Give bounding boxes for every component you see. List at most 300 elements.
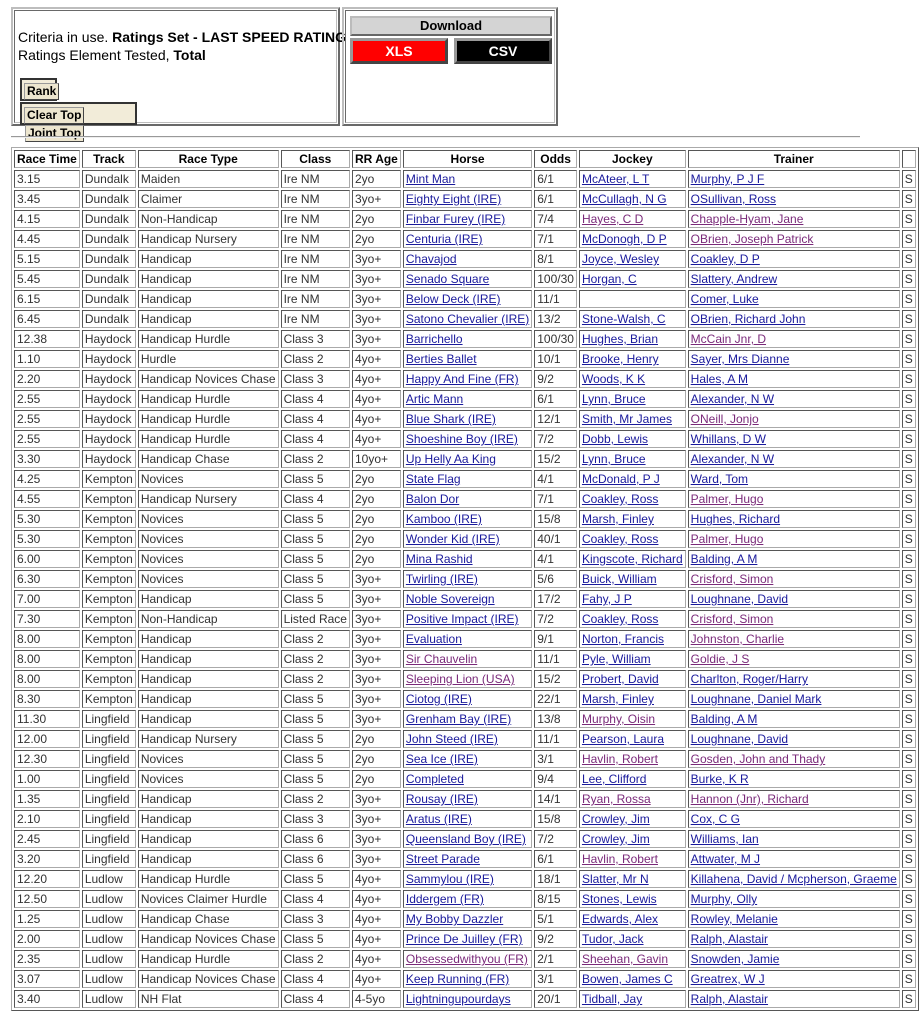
cell-trainer[interactable]: OSullivan, Ross bbox=[688, 190, 900, 208]
cell-more: S bbox=[902, 950, 916, 968]
table-row bbox=[14, 990, 916, 1008]
cell-rr-age: 4yo+ bbox=[352, 350, 401, 368]
cell-horse[interactable]: Sir Chauvelin bbox=[403, 650, 532, 668]
table-row bbox=[14, 170, 916, 188]
cell-race-type: Handicap Novices Chase bbox=[138, 970, 279, 988]
cell-horse[interactable]: Sea Ice (IRE) bbox=[403, 750, 532, 768]
table-row bbox=[14, 330, 916, 348]
cell-class: Ire NM bbox=[281, 290, 350, 308]
cell-trainer[interactable]: Crisford, Simon bbox=[688, 610, 900, 628]
cell-horse[interactable]: Positive Impact (IRE) bbox=[403, 610, 532, 628]
cell-track: Haydock bbox=[82, 350, 136, 368]
cell-jockey[interactable]: Buick, William bbox=[579, 570, 686, 588]
cell-trainer[interactable]: Cox, C G bbox=[688, 810, 900, 828]
cell-more: S bbox=[902, 410, 916, 428]
cell-rr-age: 3yo+ bbox=[352, 790, 401, 808]
cell-trainer[interactable]: Snowden, Jamie bbox=[688, 950, 900, 968]
cell-trainer[interactable]: Johnston, Charlie bbox=[688, 630, 900, 648]
cell-horse[interactable]: Evaluation bbox=[403, 630, 532, 648]
cell-race-type: Handicap Novices Chase bbox=[138, 930, 279, 948]
cell-race-type: Handicap bbox=[138, 650, 279, 668]
cell-jockey[interactable]: Lynn, Bruce bbox=[579, 390, 686, 408]
cell-jockey[interactable]: Coakley, Ross bbox=[579, 490, 686, 508]
cell-trainer[interactable]: Balding, A M bbox=[688, 710, 900, 728]
table-row bbox=[14, 250, 916, 268]
xls-download-button[interactable]: XLS bbox=[350, 38, 448, 64]
cell-jockey[interactable]: Lynn, Bruce bbox=[579, 450, 686, 468]
cell-race-type: Handicap Chase bbox=[138, 910, 279, 928]
cell-horse[interactable]: Iddergem (FR) bbox=[403, 890, 532, 908]
cell-jockey[interactable]: Probert, David bbox=[579, 670, 686, 688]
cell-odds: 22/1 bbox=[534, 690, 577, 708]
col-header-horse[interactable]: Horse bbox=[403, 150, 532, 168]
cell-rr-age: 3yo+ bbox=[352, 690, 401, 708]
cell-race-type: Novices bbox=[138, 470, 279, 488]
cell-trainer[interactable]: OBrien, Richard John bbox=[688, 310, 900, 328]
cell-class: Class 4 bbox=[281, 970, 350, 988]
cell-class: Ire NM bbox=[281, 210, 350, 228]
table-row bbox=[14, 190, 916, 208]
cell-race-time: 8.00 bbox=[14, 630, 80, 648]
cell-rr-age: 3yo+ bbox=[352, 330, 401, 348]
cell-rr-age: 4-5yo bbox=[352, 990, 401, 1008]
clear-top-button[interactable]: Clear Top bbox=[24, 107, 84, 124]
table-row bbox=[14, 290, 916, 308]
cell-odds: 11/1 bbox=[534, 730, 577, 748]
col-header-more[interactable] bbox=[902, 150, 916, 168]
csv-download-button[interactable]: CSV bbox=[454, 38, 552, 64]
cell-more: S bbox=[902, 730, 916, 748]
cell-trainer[interactable]: Hannon (Jnr), Richard bbox=[688, 790, 900, 808]
cell-track: Haydock bbox=[82, 330, 136, 348]
cell-horse[interactable]: Senado Square bbox=[403, 270, 532, 288]
cell-odds: 6/1 bbox=[534, 190, 577, 208]
cell-jockey[interactable]: Joyce, Wesley bbox=[579, 250, 686, 268]
cell-horse[interactable]: Keep Running (FR) bbox=[403, 970, 532, 988]
cell-race-time: 3.15 bbox=[14, 170, 80, 188]
cell-rr-age: 3yo+ bbox=[352, 190, 401, 208]
cell-jockey[interactable]: Slatter, Mr N bbox=[579, 870, 686, 888]
cell-class: Class 3 bbox=[281, 370, 350, 388]
cell-class: Class 5 bbox=[281, 690, 350, 708]
cell-odds: 8/15 bbox=[534, 890, 577, 908]
cell-jockey[interactable]: Pyle, William bbox=[579, 650, 686, 668]
cell-horse[interactable]: Sammylou (IRE) bbox=[403, 870, 532, 888]
cell-horse[interactable]: Lightningupourdays bbox=[403, 990, 532, 1008]
cell-race-type: Handicap Novices Chase bbox=[138, 370, 279, 388]
cell-trainer[interactable]: Sayer, Mrs Dianne bbox=[688, 350, 900, 368]
cell-track: Haydock bbox=[82, 390, 136, 408]
cell-class: Class 4 bbox=[281, 430, 350, 448]
cell-track: Ludlow bbox=[82, 930, 136, 948]
cell-jockey[interactable]: Stones, Lewis bbox=[579, 890, 686, 908]
cell-track: Lingfield bbox=[82, 790, 136, 808]
cell-class: Class 5 bbox=[281, 590, 350, 608]
cell-jockey[interactable]: Coakley, Ross bbox=[579, 610, 686, 628]
cell-trainer[interactable]: Killahena, David / Mcpherson, Graeme bbox=[688, 870, 900, 888]
cell-horse[interactable]: Ciotog (IRE) bbox=[403, 690, 532, 708]
table-row bbox=[14, 450, 916, 468]
cell-race-time: 12.20 bbox=[14, 870, 80, 888]
cell-jockey[interactable]: Hayes, C D bbox=[579, 210, 686, 228]
cell-jockey[interactable]: Horgan, C bbox=[579, 270, 686, 288]
cell-horse[interactable]: Below Deck (IRE) bbox=[403, 290, 532, 308]
cell-jockey[interactable]: Coakley, Ross bbox=[579, 530, 686, 548]
cell-track: Ludlow bbox=[82, 990, 136, 1008]
cell-trainer[interactable]: Rowley, Melanie bbox=[688, 910, 900, 928]
cell-jockey[interactable]: Edwards, Alex bbox=[579, 910, 686, 928]
cell-trainer[interactable]: Slattery, Andrew bbox=[688, 270, 900, 288]
cell-race-time: 5.30 bbox=[14, 530, 80, 548]
cell-horse[interactable]: Street Parade bbox=[403, 850, 532, 868]
cell-trainer[interactable]: Palmer, Hugo bbox=[688, 490, 900, 508]
cell-jockey[interactable]: Crowley, Jim bbox=[579, 810, 686, 828]
cell-jockey[interactable]: Murphy, Oisin bbox=[579, 710, 686, 728]
cell-trainer[interactable]: Gosden, John and Thady bbox=[688, 750, 900, 768]
cell-horse[interactable]: Prince De Juilley (FR) bbox=[403, 930, 532, 948]
cell-race-type: Handicap bbox=[138, 710, 279, 728]
cell-trainer[interactable]: Loughnane, David bbox=[688, 730, 900, 748]
cell-race-time: 2.10 bbox=[14, 810, 80, 828]
cell-horse[interactable]: Eighty Eight (IRE) bbox=[403, 190, 532, 208]
cell-horse[interactable]: Barrichello bbox=[403, 330, 532, 348]
cell-horse[interactable]: Twirling (IRE) bbox=[403, 570, 532, 588]
col-header-race-type[interactable]: Race Type bbox=[138, 150, 279, 168]
cell-race-time: 7.30 bbox=[14, 610, 80, 628]
cell-race-time: 12.30 bbox=[14, 750, 80, 768]
cell-trainer[interactable]: Murphy, P J F bbox=[688, 170, 900, 188]
cell-odds: 13/8 bbox=[534, 710, 577, 728]
table-row bbox=[14, 810, 916, 828]
cell-horse[interactable]: Mina Rashid bbox=[403, 550, 532, 568]
cell-rr-age: 4yo+ bbox=[352, 370, 401, 388]
cell-jockey[interactable]: Tidball, Jay bbox=[579, 990, 686, 1008]
cell-horse[interactable]: Kamboo (IRE) bbox=[403, 510, 532, 528]
cell-race-time: 12.38 bbox=[14, 330, 80, 348]
cell-race-time: 2.45 bbox=[14, 830, 80, 848]
cell-rr-age: 3yo+ bbox=[352, 830, 401, 848]
cell-trainer[interactable]: Coakley, D P bbox=[688, 250, 900, 268]
cell-track: Ludlow bbox=[82, 970, 136, 988]
cell-track: Lingfield bbox=[82, 810, 136, 828]
cell-more: S bbox=[902, 570, 916, 588]
col-header-race-time[interactable]: Race Time bbox=[14, 150, 80, 168]
cell-trainer[interactable]: ONeill, Jonjo bbox=[688, 410, 900, 428]
cell-more: S bbox=[902, 170, 916, 188]
cell-trainer[interactable]: Goldie, J S bbox=[688, 650, 900, 668]
cell-odds: 13/2 bbox=[534, 310, 577, 328]
cell-horse[interactable]: Artic Mann bbox=[403, 390, 532, 408]
cell-jockey[interactable]: Norton, Francis bbox=[579, 630, 686, 648]
table-row bbox=[14, 370, 916, 388]
cell-rr-age: 2yo bbox=[352, 510, 401, 528]
cell-odds: 15/2 bbox=[534, 670, 577, 688]
cell-horse[interactable]: Satono Chevalier (IRE) bbox=[403, 310, 532, 328]
cell-jockey[interactable]: Marsh, Finley bbox=[579, 690, 686, 708]
cell-jockey[interactable]: Dobb, Lewis bbox=[579, 430, 686, 448]
cell-rr-age: 4yo+ bbox=[352, 970, 401, 988]
table-row bbox=[14, 670, 916, 688]
cell-horse[interactable]: Sleeping Lion (USA) bbox=[403, 670, 532, 688]
cell-odds: 15/8 bbox=[534, 510, 577, 528]
cell-trainer[interactable]: Ward, Tom bbox=[688, 470, 900, 488]
cell-odds: 5/6 bbox=[534, 570, 577, 588]
cell-odds: 7/1 bbox=[534, 490, 577, 508]
cell-jockey[interactable]: Hughes, Brian bbox=[579, 330, 686, 348]
cell-trainer[interactable]: Loughnane, David bbox=[688, 590, 900, 608]
cell-jockey[interactable]: Bowen, James C bbox=[579, 970, 686, 988]
cell-jockey[interactable]: Smith, Mr James bbox=[579, 410, 686, 428]
cell-horse[interactable]: Aratus (IRE) bbox=[403, 810, 532, 828]
cell-horse[interactable]: Noble Sovereign bbox=[403, 590, 532, 608]
cell-horse[interactable]: State Flag bbox=[403, 470, 532, 488]
cell-trainer[interactable]: Murphy, Olly bbox=[688, 890, 900, 908]
cell-horse[interactable]: Wonder Kid (IRE) bbox=[403, 530, 532, 548]
cell-rr-age: 2yo bbox=[352, 210, 401, 228]
cell-rr-age: 2yo bbox=[352, 230, 401, 248]
cell-trainer[interactable]: Loughnane, Daniel Mark bbox=[688, 690, 900, 708]
cell-odds: 15/8 bbox=[534, 810, 577, 828]
cell-race-time: 1.25 bbox=[14, 910, 80, 928]
cell-race-type: Novices bbox=[138, 770, 279, 788]
cell-race-time: 8.30 bbox=[14, 690, 80, 708]
cell-more: S bbox=[902, 710, 916, 728]
cell-race-type: Handicap bbox=[138, 850, 279, 868]
cell-class: Class 5 bbox=[281, 770, 350, 788]
cell-track: Dundalk bbox=[82, 250, 136, 268]
cell-odds: 100/30 bbox=[534, 270, 577, 288]
cell-horse[interactable]: John Steed (IRE) bbox=[403, 730, 532, 748]
cell-class: Class 3 bbox=[281, 330, 350, 348]
cell-race-type: Maiden bbox=[138, 170, 279, 188]
cell-track: Kempton bbox=[82, 570, 136, 588]
cell-rr-age: 2yo bbox=[352, 170, 401, 188]
table-row bbox=[14, 650, 916, 668]
cell-jockey[interactable]: Woods, K K bbox=[579, 370, 686, 388]
cell-race-type: Handicap Hurdle bbox=[138, 410, 279, 428]
cell-rr-age: 2yo bbox=[352, 730, 401, 748]
cell-jockey[interactable]: Havlin, Robert bbox=[579, 750, 686, 768]
cell-horse[interactable]: Blue Shark (IRE) bbox=[403, 410, 532, 428]
cell-more: S bbox=[902, 990, 916, 1008]
cell-track: Kempton bbox=[82, 650, 136, 668]
cell-race-type: Handicap Hurdle bbox=[138, 870, 279, 888]
cell-odds: 12/1 bbox=[534, 410, 577, 428]
cell-trainer[interactable]: Ralph, Alastair bbox=[688, 930, 900, 948]
cell-odds: 6/1 bbox=[534, 170, 577, 188]
cell-jockey[interactable]: Marsh, Finley bbox=[579, 510, 686, 528]
cell-race-type: Handicap bbox=[138, 250, 279, 268]
cell-trainer[interactable]: Alexander, N W bbox=[688, 450, 900, 468]
cell-trainer[interactable]: OBrien, Joseph Patrick bbox=[688, 230, 900, 248]
col-header-class[interactable]: Class bbox=[281, 150, 350, 168]
cell-horse[interactable]: Berties Ballet bbox=[403, 350, 532, 368]
cell-trainer[interactable]: Crisford, Simon bbox=[688, 570, 900, 588]
cell-odds: 11/1 bbox=[534, 650, 577, 668]
table-row bbox=[14, 730, 916, 748]
criteria-element: Total bbox=[173, 47, 206, 63]
col-header-odds[interactable]: Odds bbox=[534, 150, 577, 168]
cell-trainer[interactable]: Alexander, N W bbox=[688, 390, 900, 408]
cell-jockey[interactable]: Sheehan, Gavin bbox=[579, 950, 686, 968]
cell-track: Kempton bbox=[82, 610, 136, 628]
cell-horse[interactable]: Queensland Boy (IRE) bbox=[403, 830, 532, 848]
cell-rr-age: 3yo+ bbox=[352, 850, 401, 868]
table-row bbox=[14, 890, 916, 908]
cell-trainer[interactable]: Greatrex, W J bbox=[688, 970, 900, 988]
cell-more: S bbox=[902, 830, 916, 848]
cell-rr-age: 4yo+ bbox=[352, 930, 401, 948]
cell-horse[interactable]: Happy And Fine (FR) bbox=[403, 370, 532, 388]
cell-jockey[interactable]: McDonogh, D P bbox=[579, 230, 686, 248]
cell-trainer[interactable]: Ralph, Alastair bbox=[688, 990, 900, 1008]
cell-class: Class 5 bbox=[281, 550, 350, 568]
joint-top-button[interactable]: Joint Top bbox=[25, 125, 84, 142]
cell-jockey[interactable]: Ryan, Rossa bbox=[579, 790, 686, 808]
download-panel-inner bbox=[345, 10, 555, 123]
table-row bbox=[14, 750, 916, 768]
cell-horse[interactable]: Up Helly Aa King bbox=[403, 450, 532, 468]
col-header-track[interactable]: Track bbox=[82, 150, 136, 168]
cell-horse[interactable]: My Bobby Dazzler bbox=[403, 910, 532, 928]
cell-race-time: 8.00 bbox=[14, 650, 80, 668]
cell-class: Ire NM bbox=[281, 250, 350, 268]
table-row bbox=[14, 490, 916, 508]
cell-more: S bbox=[902, 750, 916, 768]
cell-trainer[interactable]: Charlton, Roger/Harry bbox=[688, 670, 900, 688]
cell-jockey[interactable]: Stone-Walsh, C bbox=[579, 310, 686, 328]
cell-more: S bbox=[902, 490, 916, 508]
cell-horse[interactable]: Mint Man bbox=[403, 170, 532, 188]
cell-race-type: Handicap Nursery bbox=[138, 490, 279, 508]
cell-class: Listed Race bbox=[281, 610, 350, 628]
cell-more: S bbox=[902, 650, 916, 668]
cell-race-time: 4.55 bbox=[14, 490, 80, 508]
cell-jockey[interactable]: Crowley, Jim bbox=[579, 830, 686, 848]
table-row bbox=[14, 550, 916, 568]
cell-track: Kempton bbox=[82, 550, 136, 568]
cell-jockey[interactable]: McCullagh, N G bbox=[579, 190, 686, 208]
table-row bbox=[14, 530, 916, 548]
cell-race-type: Hurdle bbox=[138, 350, 279, 368]
cell-track: Lingfield bbox=[82, 830, 136, 848]
cell-jockey[interactable]: Pearson, Laura bbox=[579, 730, 686, 748]
cell-class: Class 4 bbox=[281, 990, 350, 1008]
cell-jockey[interactable]: Fahy, J P bbox=[579, 590, 686, 608]
cell-track: Ludlow bbox=[82, 950, 136, 968]
cell-track: Dundalk bbox=[82, 230, 136, 248]
cell-horse[interactable]: Rousay (IRE) bbox=[403, 790, 532, 808]
cell-horse[interactable]: Obsessedwithyou (FR) bbox=[403, 950, 532, 968]
cell-rr-age: 4yo+ bbox=[352, 430, 401, 448]
cell-jockey[interactable]: McAteer, L T bbox=[579, 170, 686, 188]
cell-horse[interactable]: Finbar Furey (IRE) bbox=[403, 210, 532, 228]
cell-race-time: 1.00 bbox=[14, 770, 80, 788]
table-row bbox=[14, 270, 916, 288]
cell-rr-age: 3yo+ bbox=[352, 290, 401, 308]
cell-trainer[interactable]: McCain Jnr, D bbox=[688, 330, 900, 348]
col-header-trainer[interactable]: Trainer bbox=[688, 150, 900, 168]
cell-jockey[interactable]: McDonald, P J bbox=[579, 470, 686, 488]
cell-track: Haydock bbox=[82, 370, 136, 388]
cell-horse[interactable]: Balon Dor bbox=[403, 490, 532, 508]
cell-trainer[interactable]: Hughes, Richard bbox=[688, 510, 900, 528]
cell-more: S bbox=[902, 510, 916, 528]
cell-race-time: 1.35 bbox=[14, 790, 80, 808]
cell-jockey[interactable]: Brooke, Henry bbox=[579, 350, 686, 368]
cell-rr-age: 2yo bbox=[352, 530, 401, 548]
cell-class: Class 5 bbox=[281, 930, 350, 948]
table-row bbox=[14, 470, 916, 488]
cell-trainer[interactable]: Whillans, D W bbox=[688, 430, 900, 448]
cell-odds: 3/1 bbox=[534, 750, 577, 768]
cell-horse[interactable]: Shoeshine Boy (IRE) bbox=[403, 430, 532, 448]
cell-trainer[interactable]: Williams, Ian bbox=[688, 830, 900, 848]
col-header-rr-age[interactable]: RR Age bbox=[352, 150, 401, 168]
table-row bbox=[14, 210, 916, 228]
table-row bbox=[14, 690, 916, 708]
table-row bbox=[14, 970, 916, 988]
cell-more: S bbox=[902, 230, 916, 248]
cell-rr-age: 2yo bbox=[352, 490, 401, 508]
cell-jockey[interactable]: Tudor, Jack bbox=[579, 930, 686, 948]
table-row bbox=[14, 510, 916, 528]
cell-track: Dundalk bbox=[82, 310, 136, 328]
cell-odds: 4/1 bbox=[534, 550, 577, 568]
cell-trainer[interactable]: Attwater, M J bbox=[688, 850, 900, 868]
cell-class: Class 5 bbox=[281, 470, 350, 488]
cell-race-time: 2.20 bbox=[14, 370, 80, 388]
cell-horse[interactable]: Chavajod bbox=[403, 250, 532, 268]
cell-track: Dundalk bbox=[82, 170, 136, 188]
cell-trainer[interactable]: Comer, Luke bbox=[688, 290, 900, 308]
cell-odds: 8/1 bbox=[534, 250, 577, 268]
cell-more: S bbox=[902, 790, 916, 808]
cell-trainer[interactable]: Palmer, Hugo bbox=[688, 530, 900, 548]
cell-trainer[interactable]: Burke, K R bbox=[688, 770, 900, 788]
cell-jockey[interactable]: Havlin, Robert bbox=[579, 850, 686, 868]
cell-odds: 18/1 bbox=[534, 870, 577, 888]
cell-rr-age: 4yo+ bbox=[352, 890, 401, 908]
cell-odds: 4/1 bbox=[534, 470, 577, 488]
cell-more: S bbox=[902, 210, 916, 228]
cell-more: S bbox=[902, 390, 916, 408]
col-header-jockey[interactable]: Jockey bbox=[579, 150, 686, 168]
cell-odds: 9/1 bbox=[534, 630, 577, 648]
cell-trainer[interactable]: Chapple-Hyam, Jane bbox=[688, 210, 900, 228]
cell-horse[interactable]: Centuria (IRE) bbox=[403, 230, 532, 248]
cell-rr-age: 3yo+ bbox=[352, 570, 401, 588]
cell-odds: 14/1 bbox=[534, 790, 577, 808]
cell-trainer[interactable]: Balding, A M bbox=[688, 550, 900, 568]
cell-odds: 7/1 bbox=[534, 230, 577, 248]
cell-horse[interactable]: Grenham Bay (IRE) bbox=[403, 710, 532, 728]
cell-jockey[interactable]: Kingscote, Richard bbox=[579, 550, 686, 568]
cell-race-type: Handicap bbox=[138, 270, 279, 288]
cell-rr-age: 2yo bbox=[352, 770, 401, 788]
cell-race-time: 11.30 bbox=[14, 710, 80, 728]
download-panel bbox=[342, 7, 558, 126]
cell-jockey[interactable]: Lee, Clifford bbox=[579, 770, 686, 788]
cell-rr-age: 4yo+ bbox=[352, 870, 401, 888]
cell-horse[interactable]: Completed bbox=[403, 770, 532, 788]
cell-track: Lingfield bbox=[82, 710, 136, 728]
cell-trainer[interactable]: Hales, A M bbox=[688, 370, 900, 388]
rank-button[interactable]: Rank bbox=[24, 83, 59, 100]
cell-race-type: Claimer bbox=[138, 190, 279, 208]
results-table bbox=[11, 147, 919, 1011]
cell-more: S bbox=[902, 670, 916, 688]
